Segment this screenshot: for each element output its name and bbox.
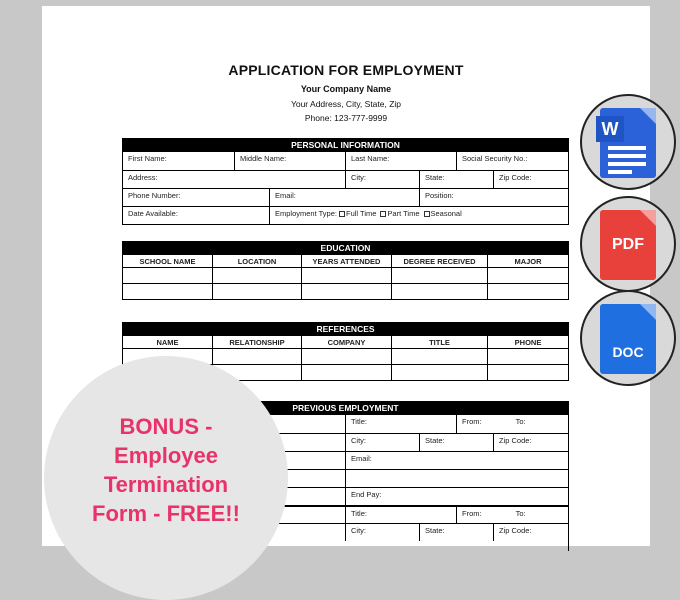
table-cell[interactable]	[391, 284, 487, 299]
column-header: MAJOR	[487, 255, 568, 267]
column-header: DEGREE RECEIVED	[391, 255, 487, 267]
phone-number-field[interactable]: Phone Number:	[128, 191, 181, 200]
pdf-label: PDF	[612, 236, 644, 253]
column-header: COMPANY	[301, 336, 391, 348]
table-header-row	[123, 336, 568, 348]
title-field[interactable]: Title:	[345, 507, 456, 523]
column-header: YEARS ATTENDED	[301, 255, 391, 267]
address-field[interactable]: Address:	[128, 173, 158, 182]
end-pay-field[interactable]: End Pay:	[345, 488, 568, 505]
education-section	[122, 241, 569, 300]
blank-field[interactable]	[345, 470, 568, 487]
table-cell[interactable]	[301, 365, 391, 380]
table-cell[interactable]	[301, 284, 391, 299]
middle-name-field[interactable]: Middle Name:	[234, 152, 345, 170]
table-cell[interactable]	[212, 284, 301, 299]
from-to-field[interactable]	[456, 507, 568, 523]
page-fold	[640, 210, 656, 226]
table-header-row	[123, 255, 568, 267]
first-name-field[interactable]: First Name:	[128, 154, 167, 163]
form-row	[123, 188, 568, 206]
bonus-text	[44, 412, 288, 528]
table-cell[interactable]	[301, 349, 391, 364]
seasonal-label: Seasonal	[430, 209, 462, 218]
section-heading: PREVIOUS EMPLOYMENT	[123, 402, 568, 415]
bonus-line: BONUS -	[119, 414, 213, 439]
table-row[interactable]	[123, 283, 568, 299]
state-field[interactable]: State:	[419, 434, 493, 451]
table-cell[interactable]	[123, 284, 212, 299]
table-cell[interactable]	[391, 349, 487, 364]
column-header: RELATIONSHIP	[212, 336, 301, 348]
word-document-icon	[600, 108, 656, 178]
text-line	[608, 170, 632, 174]
bonus-line: Termination	[103, 472, 229, 497]
pdf-format-badge[interactable]	[580, 196, 676, 292]
email-field[interactable]: Email:	[269, 189, 419, 206]
text-line	[608, 162, 646, 166]
seasonal-checkbox[interactable]	[424, 211, 430, 217]
section-heading: PERSONAL INFORMATION	[123, 139, 568, 152]
column-header: NAME	[156, 338, 179, 347]
zip-code-field[interactable]: Zip Code:	[493, 524, 568, 541]
form-row	[123, 170, 568, 188]
page-fold	[640, 304, 656, 320]
column-header: PHONE	[487, 336, 568, 348]
pdf-document-icon	[600, 210, 656, 280]
form-title: APPLICATION FOR EMPLOYMENT	[228, 62, 464, 78]
table-cell[interactable]	[487, 268, 568, 283]
bonus-line: Form - FREE!!	[92, 501, 240, 526]
email-field[interactable]: Email:	[345, 452, 568, 469]
table-cell[interactable]	[301, 268, 391, 283]
zip-code-field[interactable]: Zip Code:	[493, 171, 568, 188]
employment-type-label: Employment Type:	[275, 209, 337, 218]
table-cell[interactable]	[212, 349, 301, 364]
company-name: Your Company Name	[300, 84, 392, 94]
full-time-checkbox[interactable]	[339, 211, 345, 217]
personal-information-section	[122, 138, 569, 225]
city-field[interactable]: City:	[345, 171, 419, 188]
section-heading: REFERENCES	[123, 323, 568, 336]
part-time-checkbox[interactable]	[380, 211, 386, 217]
ssn-field[interactable]: Social Security No.:	[456, 152, 568, 170]
table-cell[interactable]	[212, 268, 301, 283]
to-label: To:	[515, 417, 526, 426]
title-field[interactable]: Title:	[345, 415, 456, 433]
doc-label: DOC	[612, 344, 644, 360]
table-row[interactable]	[123, 267, 568, 283]
table-cell[interactable]	[487, 365, 568, 380]
employment-type-field	[269, 207, 568, 224]
word-letter: W	[596, 116, 624, 142]
word-format-badge[interactable]	[580, 94, 676, 190]
text-line	[608, 146, 646, 150]
table-cell[interactable]	[487, 284, 568, 299]
bonus-line: Employee	[114, 443, 218, 468]
doc-document-icon	[600, 304, 656, 374]
position-field[interactable]: Position:	[419, 189, 568, 206]
table-cell[interactable]	[487, 349, 568, 364]
zip-code-field[interactable]: Zip Code:	[493, 434, 568, 451]
from-label: From:	[462, 417, 482, 426]
company-phone: Phone: 123-777-9999	[304, 113, 388, 123]
city-field[interactable]: City:	[345, 524, 419, 541]
column-header: LOCATION	[212, 255, 301, 267]
form-row	[123, 206, 568, 224]
doc-format-badge[interactable]	[580, 290, 676, 386]
table-cell[interactable]	[391, 365, 487, 380]
company-address: Your Address, City, State, Zip	[290, 99, 402, 109]
section-heading: EDUCATION	[123, 242, 568, 255]
part-time-label: Part Time	[387, 209, 420, 218]
to-label: To:	[515, 509, 526, 518]
from-label: From:	[462, 509, 482, 518]
date-available-field[interactable]: Date Available:	[128, 209, 178, 218]
table-cell[interactable]	[391, 268, 487, 283]
full-time-label: Full Time	[345, 209, 377, 218]
text-line	[608, 154, 646, 158]
state-field[interactable]: State:	[419, 524, 493, 541]
column-header: SCHOOL NAME	[139, 257, 196, 266]
state-field[interactable]: State:	[419, 171, 493, 188]
table-cell[interactable]	[123, 268, 212, 283]
form-row	[123, 152, 568, 170]
bonus-badge	[44, 356, 288, 600]
page-fold	[640, 108, 656, 124]
last-name-field[interactable]: Last Name:	[345, 152, 456, 170]
column-header: TITLE	[391, 336, 487, 348]
from-to-field[interactable]	[456, 415, 568, 433]
city-field[interactable]: City:	[345, 434, 419, 451]
